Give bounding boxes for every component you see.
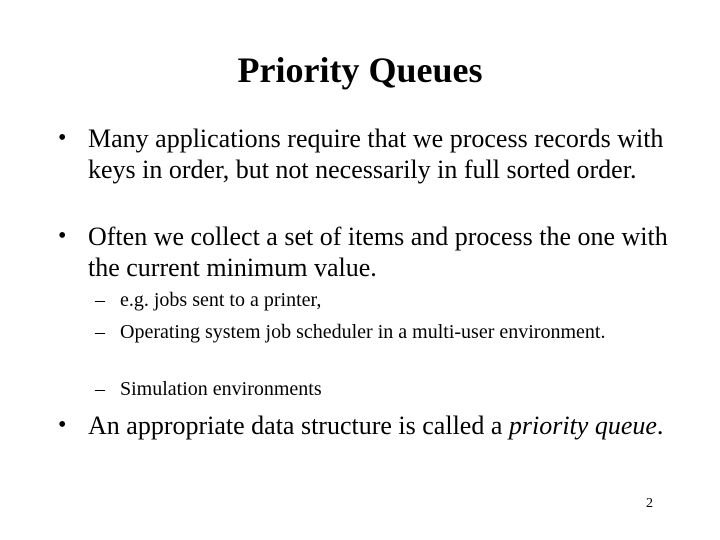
bullet-text: An appropriate data structure is called a [88, 411, 509, 440]
sub-bullet-marker: – [95, 289, 105, 311]
bullet-text: Many applications require that we process records with keys in order, but not necessarily in full sorted order. [88, 124, 664, 184]
sub-bullet-text: Operating system job scheduler in a multi-user environment. [120, 321, 606, 343]
sub-bullet-marker: – [95, 321, 105, 343]
bullet-marker: • [58, 125, 67, 151]
sub-bullet-item [95, 377, 640, 401]
sub-bullet-item [95, 320, 640, 344]
bullet-marker: • [58, 223, 67, 249]
bullet-item [58, 123, 688, 185]
page-number: 2 [646, 496, 653, 511]
bullet-text: Often we collect a set of items and process the one with the current minimum value. [88, 222, 668, 282]
bullet-marker: • [58, 412, 67, 438]
sub-bullet-text: Simulation environments [120, 378, 322, 400]
slide-title: Priority Queues [237, 50, 483, 90]
sub-bullet-marker: – [95, 378, 105, 400]
bullet-item [58, 221, 688, 283]
emphasis-text: priority queue [508, 411, 657, 440]
sub-bullet-text: e.g. jobs sent to a printer, [120, 289, 322, 311]
sub-bullet-item [95, 288, 640, 312]
bullet-item [58, 410, 688, 441]
bullet-text-end: . [656, 411, 664, 440]
